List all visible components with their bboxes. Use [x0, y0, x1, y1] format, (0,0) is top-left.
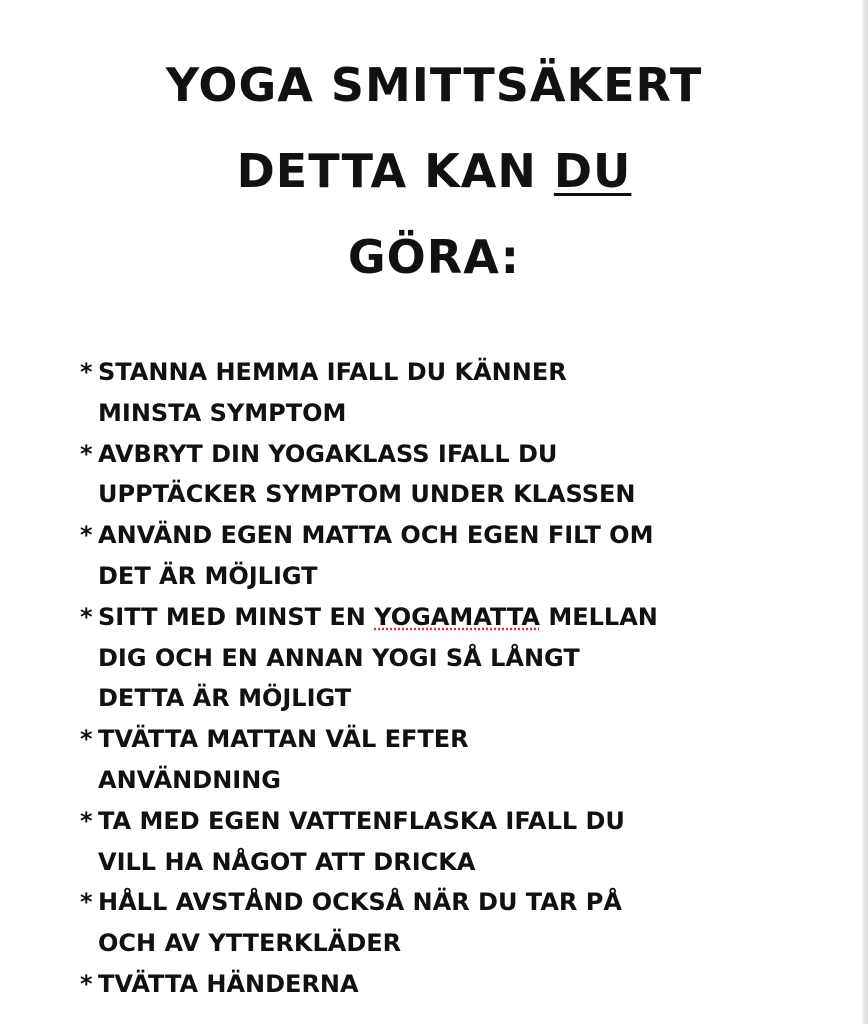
title-line-2-prefix: DETTA KAN [236, 144, 554, 198]
page-title [0, 42, 868, 300]
list-item [80, 801, 840, 883]
title-emphasis-du: DU [553, 144, 632, 198]
list-item-text: STANNA HEMMA IFALL DU KÄNNER MINSTA SYMPTOM [98, 358, 567, 427]
bullet-asterisk: * [80, 725, 93, 754]
list-item-text: TVÄTTA MATTAN VÄL EFTER ANVÄNDNING [98, 725, 469, 794]
list-item [80, 434, 840, 516]
spellcheck-flagged-word[interactable]: YOGAMATTA [374, 602, 540, 631]
list-item [80, 515, 840, 597]
list-item-text: TA MED EGEN VATTENFLASKA IFALL DU VILL HA NÅGOT ATT DRICKA [98, 806, 625, 876]
bullet-asterisk: * [80, 806, 93, 835]
list-item [80, 964, 840, 1005]
list-item-text: HÅLL AVSTÅND OCKSÅ NÄR DU TAR PÅ OCH AV YTTERKLÄDER [98, 888, 622, 958]
bullet-asterisk: * [80, 358, 93, 386]
list-item-text: ANVÄND EGEN MATTA OCH EGEN FILT OM DET ÄR MÖJLIGT [98, 521, 654, 590]
title-line-3: GÖRA: [347, 230, 521, 284]
title-line-2 [0, 128, 868, 214]
bullet-asterisk: * [80, 602, 93, 631]
list-item [80, 352, 840, 434]
list-item [80, 597, 840, 719]
page-edge-shadow [862, 0, 868, 1024]
bullet-asterisk: * [80, 439, 93, 468]
guideline-list [80, 352, 840, 1005]
bullet-asterisk: * [80, 888, 93, 917]
bullet-asterisk: * [80, 969, 93, 998]
title-line-1: YOGA SMITTSÄKERT [165, 58, 703, 112]
list-item-text [98, 597, 840, 719]
list-item-text-before: SITT MED MINST EN [98, 602, 375, 631]
list-item-text-after: MELLAN DIG OCH EN ANNAN YOGI SÅ LÅNGT DETTA ÄR MÖJLIGT [98, 602, 658, 713]
bullet-asterisk: * [80, 521, 93, 550]
list-item-text: TVÄTTA HÄNDERNA [98, 969, 359, 998]
list-item-text: AVBRYT DIN YOGAKLASS IFALL DU UPPTÄCKER SYMPTOM UNDER KLASSEN [98, 439, 636, 509]
list-item [80, 719, 840, 801]
list-item [80, 882, 840, 964]
